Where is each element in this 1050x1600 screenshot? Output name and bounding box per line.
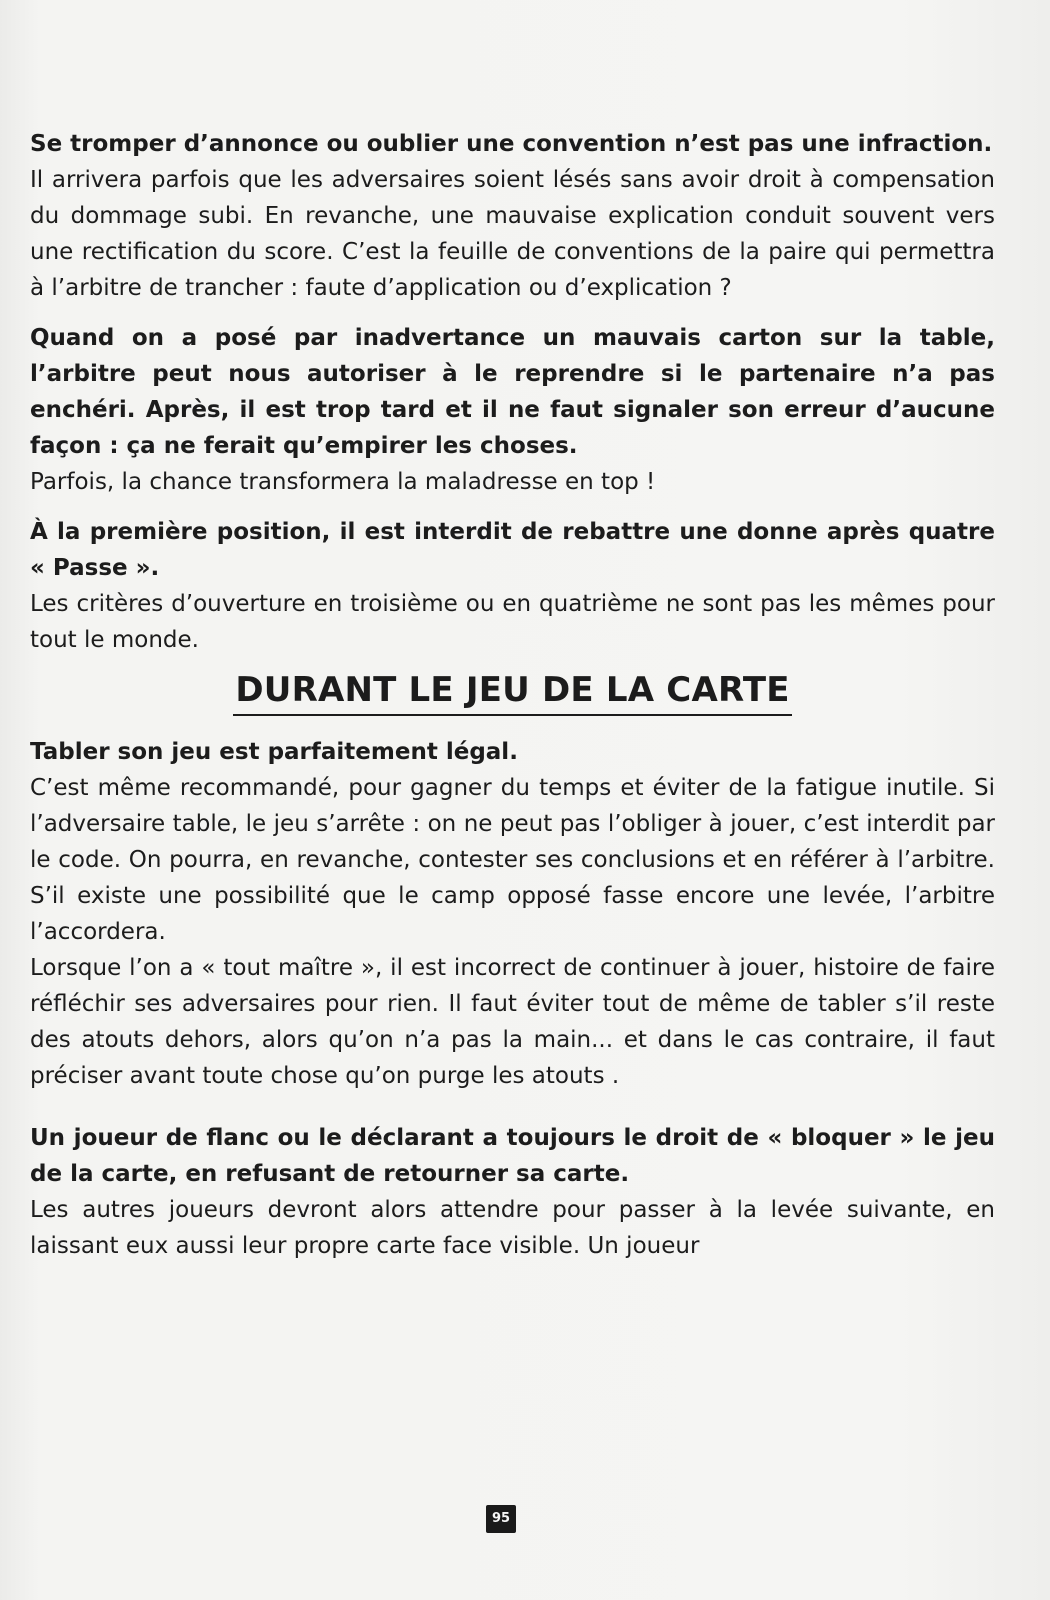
rule-3-text: Les critères d’ouverture en troisième ou en quatrième ne sont pas les mêmes pour tout le monde. <box>30 591 995 653</box>
rule-1-title: Se tromper d’annonce ou oublier une convention n’est pas une infraction. <box>30 131 993 157</box>
rule-4-text-1: C’est même recommandé, pour gagner du temps et éviter de la fatigue inutile. Si l’adversaire table, le jeu s’arrête : on ne peut pas l’obliger à jouer, c’est interdit par le code. On pourra, en revanche, contester ses conclusions et en référer à l’arbitre. S’il existe une possibilité que le camp opposé fasse encore une levée, l’arbitre l’accordera. <box>30 775 995 945</box>
rule-4-text-2: Lorsque l’on a « tout maître », il est incorrect de continuer à jouer, histoire de faire réfléchir ses adversaires pour rien. Il faut éviter tout de même de tabler s’il reste des atouts dehors, alors qu’on n’a pas la main... et dans le cas contraire, il faut préciser avant toute chose qu’on purge les atouts . <box>30 955 995 1089</box>
page-content <box>30 126 995 1264</box>
section-heading-text: DURANT LE JEU DE LA CARTE <box>233 670 791 716</box>
rule-2-title: Quand on a posé par inadvertance un mauvais carton sur la table, l’arbitre peut nous autoriser à le reprendre si le partenaire n’a pas enchéri. Après, il est trop tard et il ne faut signaler son erreur d’aucune façon : ça ne ferait qu’empirer les choses. <box>30 325 995 459</box>
rule-1-text: Il arrivera parfois que les adversaires soient lésés sans avoir droit à compensation du dommage subi. En revanche, une mauvaise explication conduit souvent vers une rectification du score. C’est la feuille de conventions de la paire qui permettra à l’arbitre de trancher : faute d’application ou d’explication ? <box>30 167 995 301</box>
section-heading <box>30 658 995 734</box>
rule-2-text: Parfois, la chance transformera la maladresse en top ! <box>30 469 656 495</box>
rule-4-title: Tabler son jeu est parfaitement légal. <box>30 739 518 765</box>
rule-5-title: Un joueur de flanc ou le déclarant a toujours le droit de « bloquer » le jeu de la carte, en refusant de retourner sa carte. <box>30 1125 995 1187</box>
rule-5-text: Les autres joueurs devront alors attendre pour passer à la levée suivante, en laissant eux aussi leur propre carte face visible. Un joueur <box>30 1197 995 1259</box>
page-number: 95 <box>486 1505 516 1533</box>
rule-3-title: À la première position, il est interdit de rebattre une donne après quatre « Passe ». <box>30 519 995 581</box>
